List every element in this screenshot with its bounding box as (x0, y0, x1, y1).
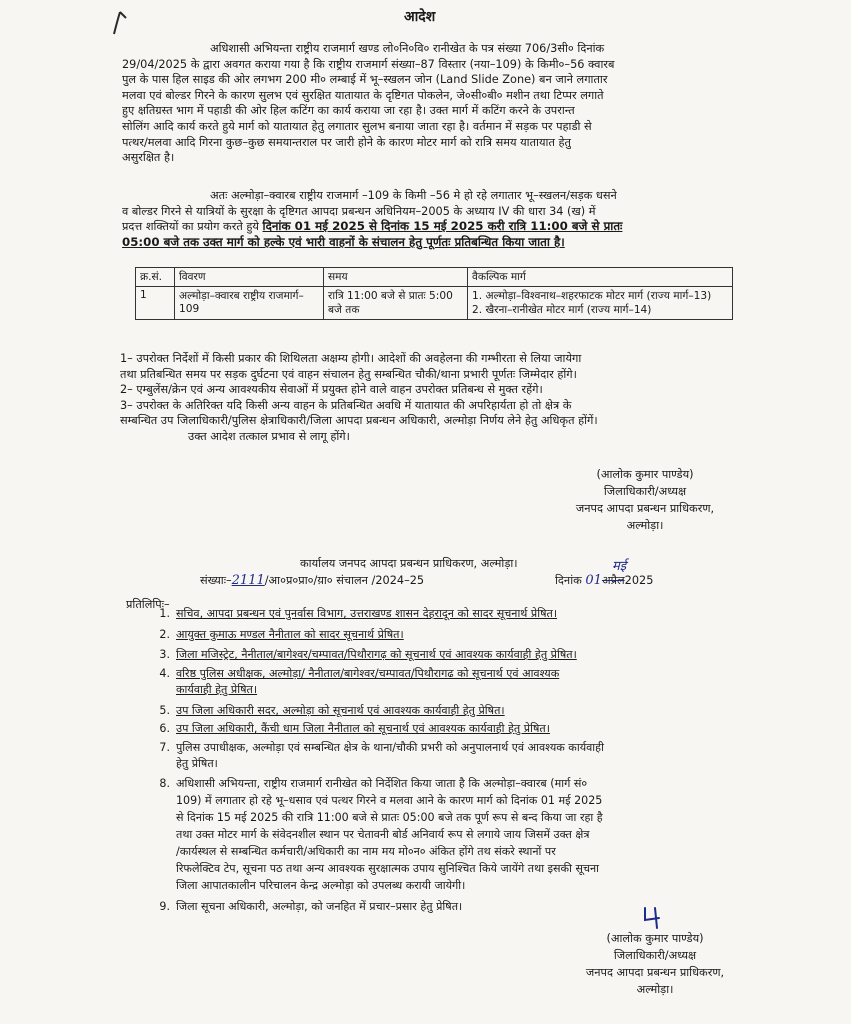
intro-line: 29/04/2025 के द्वारा अवगत कराया गया है कि राष्ट्रीय राजमार्ग संख्या–87 विस्तार (नया–109) के किमी०–56 क्वारब (122, 57, 615, 71)
table-cell-desc: अल्मोड़ा–क्वारब राष्ट्रीय राजमार्ग–109 (175, 287, 324, 320)
signatory-authority: जनपद आपदा प्रबन्धन प्राधिकरण, (585, 966, 725, 979)
cc-item-number: 8. (159, 777, 170, 790)
handwritten-signature-mark (641, 904, 665, 930)
cc-heading: प्रतिलिपिः– (126, 598, 170, 611)
signature-block-2 (560, 930, 750, 998)
alternate-route: 1. अल्मोड़ा–विश्वनाथ–शहरफाटक मोटर मार्ग (राज्य मार्ग–13) (472, 290, 712, 302)
order-bold-text: 05:00 बजे तक उक्त मार्ग को हल्के एवं भारी वाहनों के संचालन हेतु पूर्णतः प्रतिबन्धित किया जाता है। (122, 234, 565, 249)
cc-item-line: /कार्यस्थल से सम्बन्धित कर्मचारी/अधिकारी का नाम मय मो०न० अंकित होंगे तथ संकरे स्थानों पर (176, 845, 556, 858)
table-header: क्र.सं. (136, 268, 175, 287)
handwritten-month: मई (612, 559, 627, 574)
cc-item-line: सचिव, आपदा प्रबन्धन एवं पुनर्वास विभाग, उत्तराखण्ड शासन देहरादून को सादर सूचनार्थ प्रेषित। (176, 607, 558, 620)
alternate-route: 2. खैरना–रानीखेत मोटर मार्ग (राज्य मार्ग–14) (472, 304, 652, 316)
signatory-place: अल्मोड़ा। (626, 519, 664, 532)
instruction-line: सम्बन्धित उप जिलाधिकारी/पुलिस क्षेत्राधिकारी/जिला आपदा प्रबन्धन अधिकारी, अल्मोड़ा निर्णय लेने हेतु अधिकृत होंगें। (120, 414, 598, 428)
intro-line: पुल के पास हिल साइड की ओर लगभग 200 मी० लम्बाई में भू–स्खलन जोन (Land Slide Zone) बन जाने लगातार (122, 73, 608, 87)
handwritten-day: 01 (585, 573, 602, 588)
cc-item-line: आयुक्त कुमाऊ मण्डल नैनीताल को सादर सूचनार्थ प्रेषित। (176, 628, 404, 641)
reference-suffix: /आ०प्र०प्रा०/य़ा० संचालन /2024–25 (264, 574, 425, 587)
cc-item-number: 5. (159, 704, 170, 717)
cc-item-number: 3. (159, 648, 170, 661)
intro-line: अधिशासी अभियन्ता राष्ट्रीय राजमार्ग खण्ड लो०नि०वि० रानीखेत के पत्र संख्या 706/3सी० दिनांक (210, 42, 605, 55)
order-paragraph (122, 188, 742, 250)
signatory-designation: जिलाधिकारी/अध्यक्ष (613, 949, 697, 962)
signatory-designation: जिलाधिकारी/अध्यक्ष (603, 485, 687, 498)
order-line: अतः अल्मोड़ा–क्वारब राष्ट्रीय राजमार्ग –109 के किमी –56 मे हो रहे लगातार भू–स्खलन/सड़क धसने (210, 189, 617, 202)
table-cell-sno: 1 (136, 287, 175, 320)
table-header-row (136, 268, 733, 287)
office-line: कार्यालय जनपद आपदा प्रबन्धन प्राधिकरण, अल्मोड़ा। (300, 557, 518, 570)
cc-item-number: 7. (159, 741, 170, 754)
signatory-place: अल्मोड़ा। (636, 983, 674, 996)
reference-date (555, 573, 653, 588)
table-row (136, 287, 733, 320)
instructions-block (120, 351, 750, 445)
intro-line: हुए क्षतिग्रस्त भाग में पहाडी की ओर हिल कटिंग का कार्य कराया जा रहा है। उक्त मार्ग में कटिंग करने के उपरान्त (122, 104, 575, 118)
handwritten-number: 2111 (231, 573, 265, 588)
order-line: व बोल्डर गिरने से यात्रियों के सुरक्षा के दृष्टिगत आपदा प्रबन्धन अधिनियम–2005 के अध्याय IV की धारा 34 (ख) में (122, 204, 596, 218)
table-header: वैकल्पिक मार्ग (468, 268, 733, 287)
reference-number (200, 573, 424, 588)
document-title: आदेश (404, 9, 436, 25)
intro-line: सोलिंग आदि कार्य करते हुये मार्ग को यातायात हेतु लगातार सुलभ बनाया जाता रहा है। वर्तमान में सड़क पर पहाडी से (122, 119, 592, 133)
cc-item-line: कार्यवाही हेतु प्रेषित। (176, 683, 258, 696)
instruction-line: 2– एम्बुलेंस/क्रेन एवं अन्य आवश्यकीय सेवाओं में प्रयुक्त होने वाले वाहन उपरोक्त प्रतिबन्ध से मुक्त रहेंगे। (120, 383, 543, 397)
signatory-name: (आलोक कुमार पाण्डेय) (606, 932, 704, 945)
cc-item-line: उप जिला अधिकारी सदर, अल्मोड़ा को सूचनार्थ एवं आवश्यक कार्यवाही हेतु प्रेषित। (176, 704, 505, 717)
cc-item-line: तथा उक्त मोटर मार्ग के संवेदनशील स्थान पर चेतावनी बोर्ड अनिवार्य रूप से लगाये जाय जिसमें उक्त क्षेत्र (176, 828, 590, 841)
instruction-line: 3– उपरोक्त के अतिरिक्त यदि किसी अन्य वाहन के प्रतिबन्धित अवधि में यातायात की अपरिहार्यता हो तो क्षेत्र के (120, 398, 572, 412)
cc-item-line: से दिनांक 15 मई 2025 की रात्रि 11:00 बजे से प्रातः 05:00 बजे तक पूर्ण रूप से बन्द किया जा रहा है (176, 811, 603, 824)
table-header: समय (324, 268, 468, 287)
cc-item-line: 109) में लगातार हो रहे भू–धसाव एवं पत्थर गिरने व मलवा आने के कारण मार्ग को दिनांक 01 मई 2025 (176, 794, 603, 807)
cc-item-line: पुलिस उपाधीक्षक, अल्मोड़ा एवं सम्बन्धित क्षेत्र के थाना/चौकी प्रभरी को अनुपालनार्थ एवं आवश्यक कार्यवाही (176, 741, 604, 754)
pen-tick-mark (110, 8, 130, 38)
reference-year: 2025 (624, 574, 654, 587)
intro-line: मलवा एवं बोल्डर गिरने के कारण सुलभ एवं सुरक्षित यातायात के दृष्टिगत पोकलेन, जे०सी०बी० मशीन तथा टिप्पर लगाते (122, 88, 604, 102)
cc-item-line: जिला सूचना अधिकारी, अल्मोड़ा, को जनहित में प्रचार–प्रसार हेतु प्रेषित। (176, 900, 463, 913)
table-cell-alternate (468, 287, 733, 320)
struck-month: अप्रैल (601, 574, 625, 587)
order-bold-text: दिनांक 01 मई 2025 से दिनांक 15 मई 2025 करी रात्रि 11:00 बजे से प्रातः (262, 219, 623, 234)
restriction-table (135, 267, 733, 320)
instruction-line: 1– उपरोक्त निर्देशों में किसी प्रकार की शिथिलता अक्षम्य होगी। आदेशों की अवहेलना की गम्भीरता से लिया जायेगा (120, 352, 582, 365)
cc-item-line: वरिष्ठ पुलिस अधीक्षक, अल्मोड़ा/ नैनीताल/बागेश्वर/चम्पावत/पिथौरागढ को सूचनार्थ एवं आवश्यक (176, 667, 560, 680)
cc-item-line: जिला मजिस्ट्रेट, नैनीताल/बागेश्वर/चम्पावत/पिथौरागढ़ को सूचनार्थ एवं आवश्यक कार्यवाही हेतु प्रेषित। (176, 648, 577, 661)
cc-item-line: उप जिला अधिकारी, कैंची धाम जिला नैनीताल को सूचनार्थ एवं आवश्यक कार्यवाही हेतु प्रेषित। (176, 722, 550, 735)
intro-paragraph (122, 41, 742, 166)
cc-item-line: अधिशासी अभियन्ता, राष्ट्रीय राजमार्ग रानीखेत को निर्देशित किया जाता है कि अल्मोड़ा–क्वारब (मार्ग सं० (176, 777, 588, 790)
cc-item-number: 9. (159, 900, 170, 913)
reference-prefix: संख्याः– (200, 574, 232, 587)
table-cell-time: रात्रि 11:00 बजे से प्रातः 5:00 बजे तक (324, 287, 468, 320)
cc-item-number: 4. (159, 667, 170, 680)
cc-item-line: रिफलेक्टिव टेप, सूचना पठ तथा अन्य आवश्यक सुरक्षात्मक उपाय सुनिश्चित किये जायेंगे तथा इसकी सूचना (176, 862, 600, 875)
instruction-line: उक्त आदेश तत्काल प्रभाव से लागू होंगे। (188, 429, 350, 443)
date-label: दिनांक (555, 574, 582, 587)
signatory-name: (आलोक कुमार पाण्डेय) (596, 468, 694, 481)
instruction-line: तथा प्रतिबन्धित समय पर सड़क दुर्घटना एवं वाहन संचालन हेतु सम्बन्धित चौकी/थाना प्रभारी पूर्णतः जिम्मेदार होंगे। (120, 367, 577, 381)
cc-item-line: हेतु प्रेषित। (176, 757, 218, 770)
signatory-authority: जनपद आपदा प्रबन्धन प्राधिकरण, (575, 502, 715, 515)
table-header: विवरण (175, 268, 324, 287)
cc-item-number: 1. (159, 607, 170, 620)
cc-item-line: जिला आपातकालीन परिचालन केन्द्र अल्मोड़ा को उपलब्ध करायी जायेगी। (176, 879, 466, 892)
order-line: प्रदत्त शक्तियों का प्रयोग करते हुये (122, 220, 259, 234)
intro-line: पत्थर/मलवा आदि गिरना कुछ–कुछ समयान्तराल पर जारी होने के कारण मोटर मार्ग को रात्रि समय यातायात हेतु (122, 135, 571, 149)
cc-item-number: 2. (159, 628, 170, 641)
signature-block-1 (555, 466, 735, 534)
cc-item-number: 6. (159, 722, 170, 735)
intro-line: असुरक्षित है। (122, 151, 175, 165)
